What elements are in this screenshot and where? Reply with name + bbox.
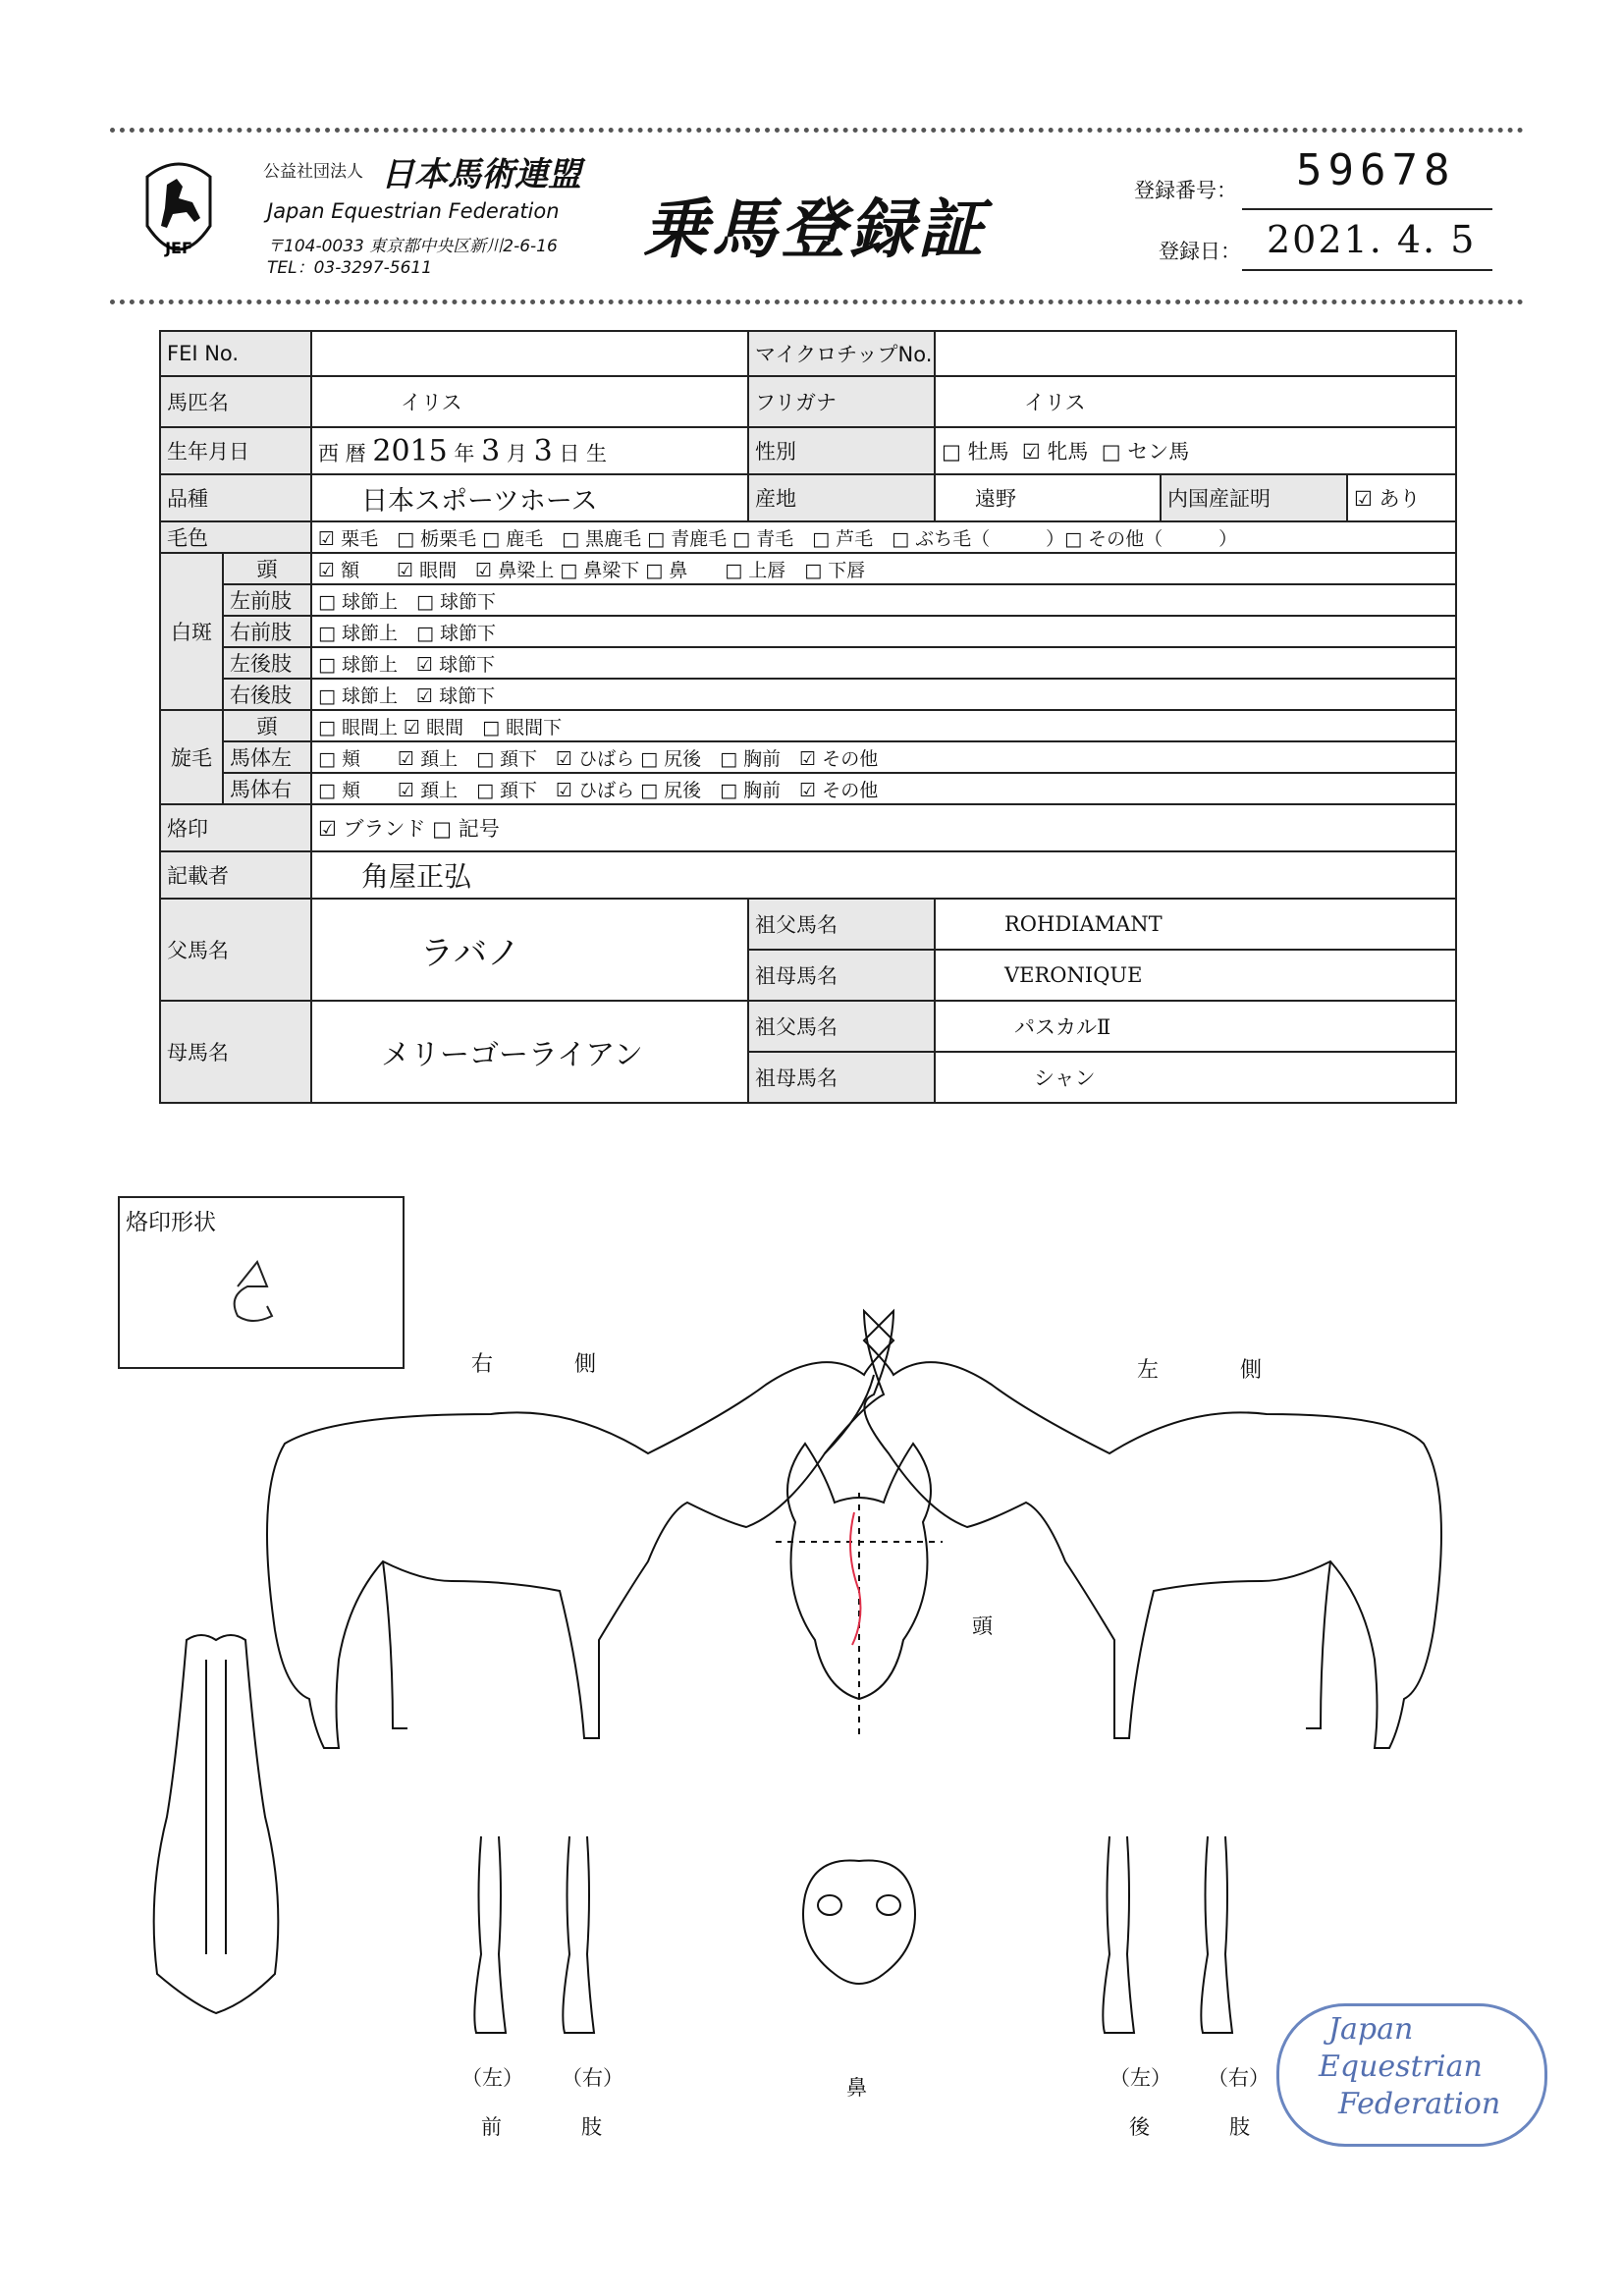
org-type: 公益社団法人 [263, 162, 363, 182]
horse-name-value: イリス [311, 376, 748, 427]
whorl-right-label: 馬体右 [223, 773, 311, 804]
breed-label: 品種 [160, 474, 311, 521]
white-head-options: ☑ 額 ☑ 眼間 ☑ 鼻梁上 □ 鼻梁下 □ 鼻 □ 上唇 □ 下唇 [311, 553, 1456, 584]
whorl-right-options: □ 頬 ☑ 頚上 □ 頚下 ☑ ひばら □ 尻後 □ 胸前 ☑ その他 [311, 773, 1456, 804]
jef-logo [128, 157, 231, 270]
domestic-label: 内国産証明 [1161, 474, 1347, 521]
right-side-label: 右 側 [471, 1352, 633, 1377]
dam-label: 母馬名 [160, 1001, 311, 1103]
sex-label: 性別 [748, 427, 935, 474]
brand-options: ☑ ブランド □ 記号 [311, 804, 1456, 851]
white-rh-label: 右後肢 [223, 679, 311, 710]
org-name: 日本馬術連盟 [381, 155, 581, 194]
whorl-head-options: □ 眼間上 ☑ 眼間 □ 眼間下 [311, 710, 1456, 741]
white-label: 白斑 [160, 553, 223, 710]
white-lf-label: 左前肢 [223, 584, 311, 616]
domestic-value: ☑ あり [1347, 474, 1456, 521]
white-lh-options: □ 球節上 ☑ 球節下 [311, 647, 1456, 679]
org-tel: TEL：03-3297-5611 [267, 258, 433, 278]
birth-year: 2015 [372, 433, 448, 468]
stamp-line3: Federation [1338, 2087, 1501, 2121]
whorl-left-options: □ 頬 ☑ 頚上 □ 頚下 ☑ ひばら □ 尻後 □ 胸前 ☑ その他 [311, 741, 1456, 773]
birth-year-unit: 年 [454, 441, 475, 465]
reg-date-value: 2021. 4. 5 [1267, 218, 1477, 261]
writer-label: 記載者 [160, 851, 311, 899]
horse-left-side [864, 1311, 1441, 1748]
kana-value: イリス [935, 376, 1456, 427]
dam-value: メリーゴーライアン [311, 1001, 748, 1103]
header-dotted-rule [110, 300, 1524, 304]
reg-date-line [1242, 269, 1492, 271]
white-lh-label: 左後肢 [223, 647, 311, 679]
sex-options [935, 427, 1456, 474]
sex-gelding: □ セン馬 [1101, 440, 1190, 464]
breed-value: 日本スポーツホース [311, 474, 748, 521]
white-rf-label: 右前肢 [223, 616, 311, 647]
color-options: ☑ 栗毛 □ 栃栗毛 □ 鹿毛 □ 黒鹿毛 □ 青鹿毛 □ 青毛 □ 芦毛 □ ぶち毛（ ）□ その他（ ） [311, 521, 1456, 553]
white-rf-options: □ 球節上 □ 球節下 [311, 616, 1456, 647]
horse-right-side [267, 1311, 893, 1748]
color-label: 毛色 [160, 521, 311, 553]
registration-form [159, 330, 1457, 1104]
hind-limbs-label: 後 肢 [1129, 2115, 1279, 2139]
horse-diagram [137, 1267, 1483, 2052]
whorl-label: 旋毛 [160, 710, 223, 804]
birth-month-unit: 月 [506, 441, 527, 465]
reg-no-line [1242, 208, 1492, 210]
front-right-label: （右） [562, 2066, 623, 2090]
birth-day: 3 [533, 433, 553, 468]
org-name-en: Japan Equestrian Federation [267, 199, 560, 223]
sex-mare: ☑ 牝馬 [1021, 440, 1089, 464]
kana-label: フリガナ [748, 376, 935, 427]
sire-gsire-label: 祖父馬名 [748, 899, 935, 950]
reg-date-label: 登録日： [1159, 240, 1241, 263]
sex-stallion: □ 牡馬 [942, 440, 1009, 464]
jef-stamp [1276, 2003, 1547, 2147]
front-left-label: （左） [461, 2066, 523, 2090]
front-limbs-sketch [474, 1836, 594, 2033]
whorl-left-label: 馬体左 [223, 741, 311, 773]
sire-gsire-value: ROHDIAMANT [935, 899, 1456, 950]
sire-label: 父馬名 [160, 899, 311, 1001]
brand-label: 烙印 [160, 804, 311, 851]
chip-label: マイクロチップNo. [748, 331, 935, 376]
logo-text: JEF [165, 239, 192, 257]
page-title: 乗馬登録証 [643, 191, 987, 267]
org-address: 〒104-0033 東京都中央区新川2-6-16 [267, 237, 558, 256]
nose-sketch [803, 1860, 915, 1984]
head-label: 頭 [972, 1614, 993, 1638]
white-lf-options: □ 球節上 □ 球節下 [311, 584, 1456, 616]
birth-label: 生年月日 [160, 427, 311, 474]
sire-value: ラバノ [311, 899, 748, 1001]
hind-left-label: （左） [1109, 2066, 1171, 2090]
birth-month: 3 [481, 433, 501, 468]
hind-right-label: （右） [1208, 2066, 1270, 2090]
stamp-line2: Equestrian [1319, 2050, 1483, 2084]
dam-gsire-value: パスカルⅡ [935, 1001, 1456, 1052]
birth-day-unit: 日 [559, 441, 580, 465]
top-dotted-rule [110, 128, 1524, 133]
stamp-line1: Japan [1328, 2012, 1414, 2047]
reg-no-value: 59678 [1296, 145, 1456, 195]
birth-value [311, 427, 748, 474]
dam-gdam-label: 祖母馬名 [748, 1052, 935, 1103]
fei-label: FEI No. [160, 331, 311, 376]
sire-gdam-label: 祖母馬名 [748, 950, 935, 1001]
origin-value: 遠野 [935, 474, 1161, 521]
brand-shape-label: 烙印形状 [126, 1210, 216, 1235]
white-head-label: 頭 [223, 553, 311, 584]
whorl-head-label: 頭 [223, 710, 311, 741]
front-limbs-label: 前 肢 [481, 2115, 631, 2139]
left-side-label: 左 側 [1137, 1358, 1299, 1383]
writer-value: 角屋正弘 [311, 851, 1456, 899]
chip-value [935, 331, 1456, 376]
dam-gdam-value: シャン [935, 1052, 1456, 1103]
sire-gdam-value: VERONIQUE [935, 950, 1456, 1001]
white-rh-options: □ 球節上 ☑ 球節下 [311, 679, 1456, 710]
dam-gsire-label: 祖父馬名 [748, 1001, 935, 1052]
nose-label: 鼻 [846, 2076, 867, 2100]
birth-suffix: 生 [586, 441, 608, 465]
horse-name-label: 馬匹名 [160, 376, 311, 427]
fei-value [311, 331, 748, 376]
birth-era: 西 暦 [318, 441, 366, 465]
origin-label: 産地 [748, 474, 935, 521]
reg-no-label: 登録番号： [1134, 179, 1237, 202]
horse-top-view [154, 1635, 279, 2013]
hind-limbs-sketch [1103, 1836, 1232, 2033]
